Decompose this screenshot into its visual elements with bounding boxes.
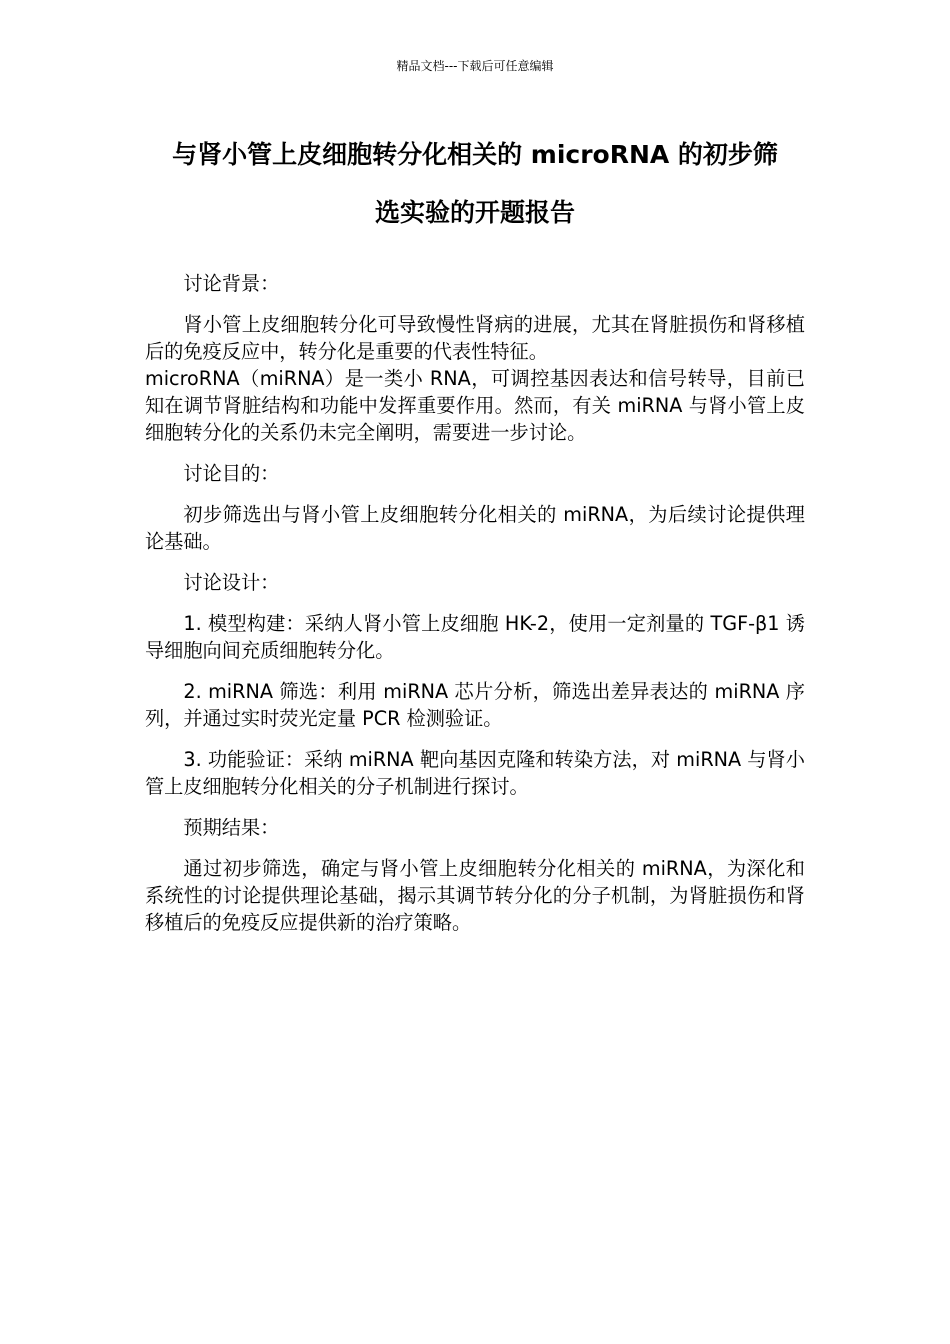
background-paragraph-1: 肾小管上皮细胞转分化可导致慢性肾病的进展，尤其在肾脏损伤和肾移植后的免疫反应中，转分化是重要的代表性特征。 [145,313,805,363]
results-paragraph: 通过初步筛选，确定与肾小管上皮细胞转分化相关的 miRNA，为深化和系统性的讨论提供理论基础，揭示其调节转分化的分子机制，为肾脏损伤和肾移植后的免疫反应提供新的治疗策略。 [145,857,805,934]
document-body [145,270,805,950]
header-note: 精品文档---下载后可任意编辑 [396,59,554,73]
design-heading: 讨论设计： [183,571,280,594]
design-item-2: 2. miRNA 筛选：利用 miRNA 芯片分析，筛选出差异表达的 miRNA 序列，并通过实时荧光定量 PCR 检测验证。 [145,680,805,730]
purpose-heading: 讨论目的： [183,462,280,485]
design-item-3: 3. 功能验证：采纳 miRNA 靶向基因克隆和转染方法，对 miRNA 与肾小管上皮细胞转分化相关的分子机制进行探讨。 [145,748,805,798]
background-heading: 讨论背景： [183,272,280,295]
document-title-line-2: 选实验的开题报告 [374,198,575,227]
document-title-line-1: 与肾小管上皮细胞转分化相关的 microRNA 的初步筛 [172,140,778,169]
purpose-paragraph: 初步筛选出与肾小管上皮细胞转分化相关的 miRNA，为后续讨论提供理论基础。 [145,503,805,553]
results-heading: 预期结果： [183,816,280,839]
design-item-1: 1. 模型构建：采纳人肾小管上皮细胞 HK-2，使用一定剂量的 TGF-β1 诱导细胞向间充质细胞转分化。 [145,612,805,662]
background-paragraph-2: microRNA（miRNA）是一类小 RNA，可调控基因表达和信号转导，目前已知在调节肾脏结构和功能中发挥重要作用。然而，有关 miRNA 与肾小管上皮细胞转分化的关系仍未完全阐明，需要进一步讨论。 [145,367,805,444]
